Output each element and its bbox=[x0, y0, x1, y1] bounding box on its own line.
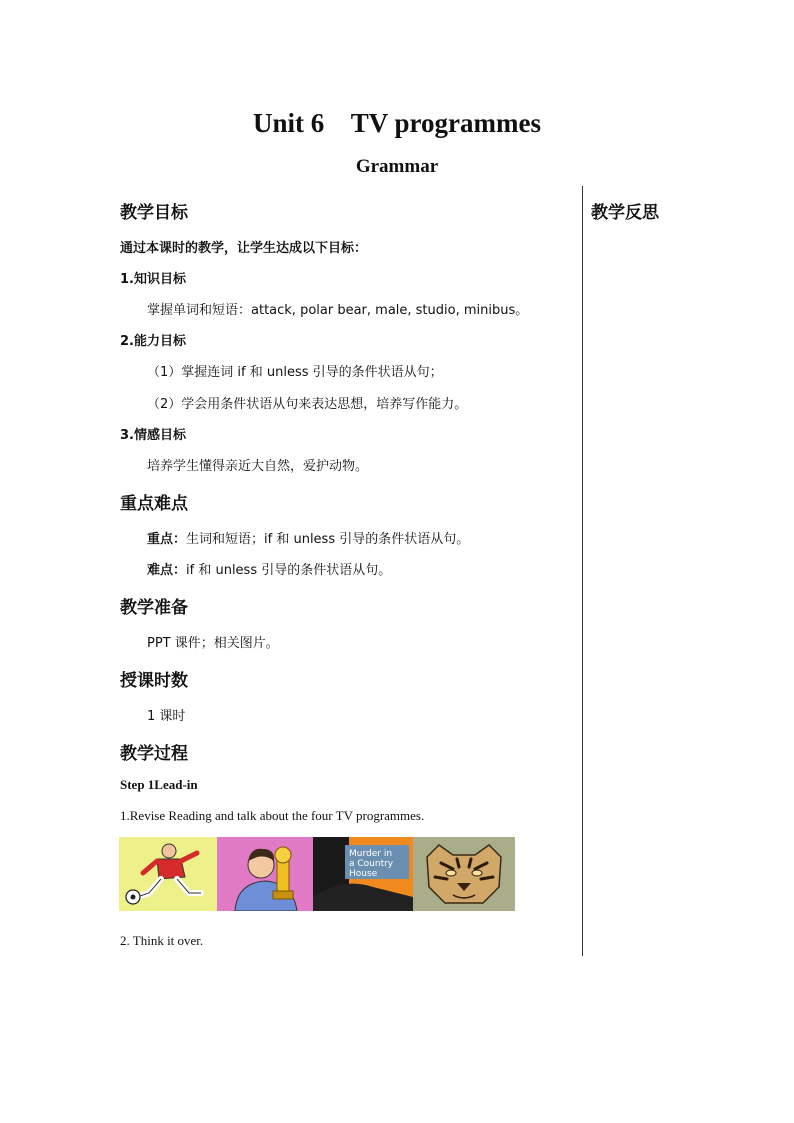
objectives-intro: 通过本课时的教学，让学生达成以下目标： bbox=[120, 241, 368, 256]
knowledge-text: 掌握单词和短语：attack, polar bear, male, studio, minibus。 bbox=[147, 303, 529, 318]
hours-text: 1 课时 bbox=[147, 709, 186, 724]
page-subtitle: Grammar bbox=[355, 156, 439, 177]
ability-heading: 2.能力目标 bbox=[120, 334, 186, 349]
process-item-1: 1.Revise Reading and talk about the four TV programmes. bbox=[120, 808, 425, 823]
step1-heading: Step 1Lead-in bbox=[120, 777, 198, 792]
ability-item-2: （2）学会用条件状语从句来表达思想，培养写作能力。 bbox=[147, 397, 468, 412]
poster-line-1: Murder in bbox=[349, 849, 393, 859]
murder-poster-image bbox=[313, 837, 413, 911]
hours-heading: 授课时数 bbox=[120, 671, 188, 691]
tv-programme-images bbox=[119, 837, 515, 911]
key-text: 生词和短语；if 和 unless 引导的条件状语从句。 bbox=[186, 532, 470, 547]
knowledge-heading: 1.知识目标 bbox=[120, 272, 186, 287]
key-points-heading: 重点难点 bbox=[120, 494, 188, 514]
difficult-point-line bbox=[147, 559, 391, 578]
page-title: Unit 6 TV programmes bbox=[252, 108, 541, 138]
poster-line-2: a Country bbox=[349, 859, 394, 869]
reflection-heading: 教学反思 bbox=[591, 203, 659, 223]
process-heading: 教学过程 bbox=[120, 744, 188, 764]
prep-text: PPT 课件；相关图片。 bbox=[147, 636, 279, 651]
objectives-heading: 教学目标 bbox=[120, 203, 188, 223]
tiger-image bbox=[413, 837, 515, 911]
column-divider bbox=[582, 186, 583, 956]
difficult-text: if 和 unless 引导的条件状语从句。 bbox=[186, 563, 392, 578]
football-player-image bbox=[119, 837, 217, 911]
difficult-label: 难点： bbox=[147, 563, 187, 578]
key-point-line bbox=[147, 528, 469, 547]
process-item-2: 2. Think it over. bbox=[120, 933, 204, 948]
emotion-heading: 3.情感目标 bbox=[120, 428, 186, 443]
ability-item-1: （1）掌握连词 if 和 unless 引导的条件状语从句； bbox=[147, 365, 443, 380]
prep-heading: 教学准备 bbox=[120, 598, 188, 618]
emotion-text: 培养学生懂得亲近大自然，爱护动物。 bbox=[147, 459, 369, 474]
trophy-man-image bbox=[217, 837, 313, 911]
key-label: 重点： bbox=[147, 532, 187, 547]
poster-line-3: House bbox=[349, 869, 378, 879]
